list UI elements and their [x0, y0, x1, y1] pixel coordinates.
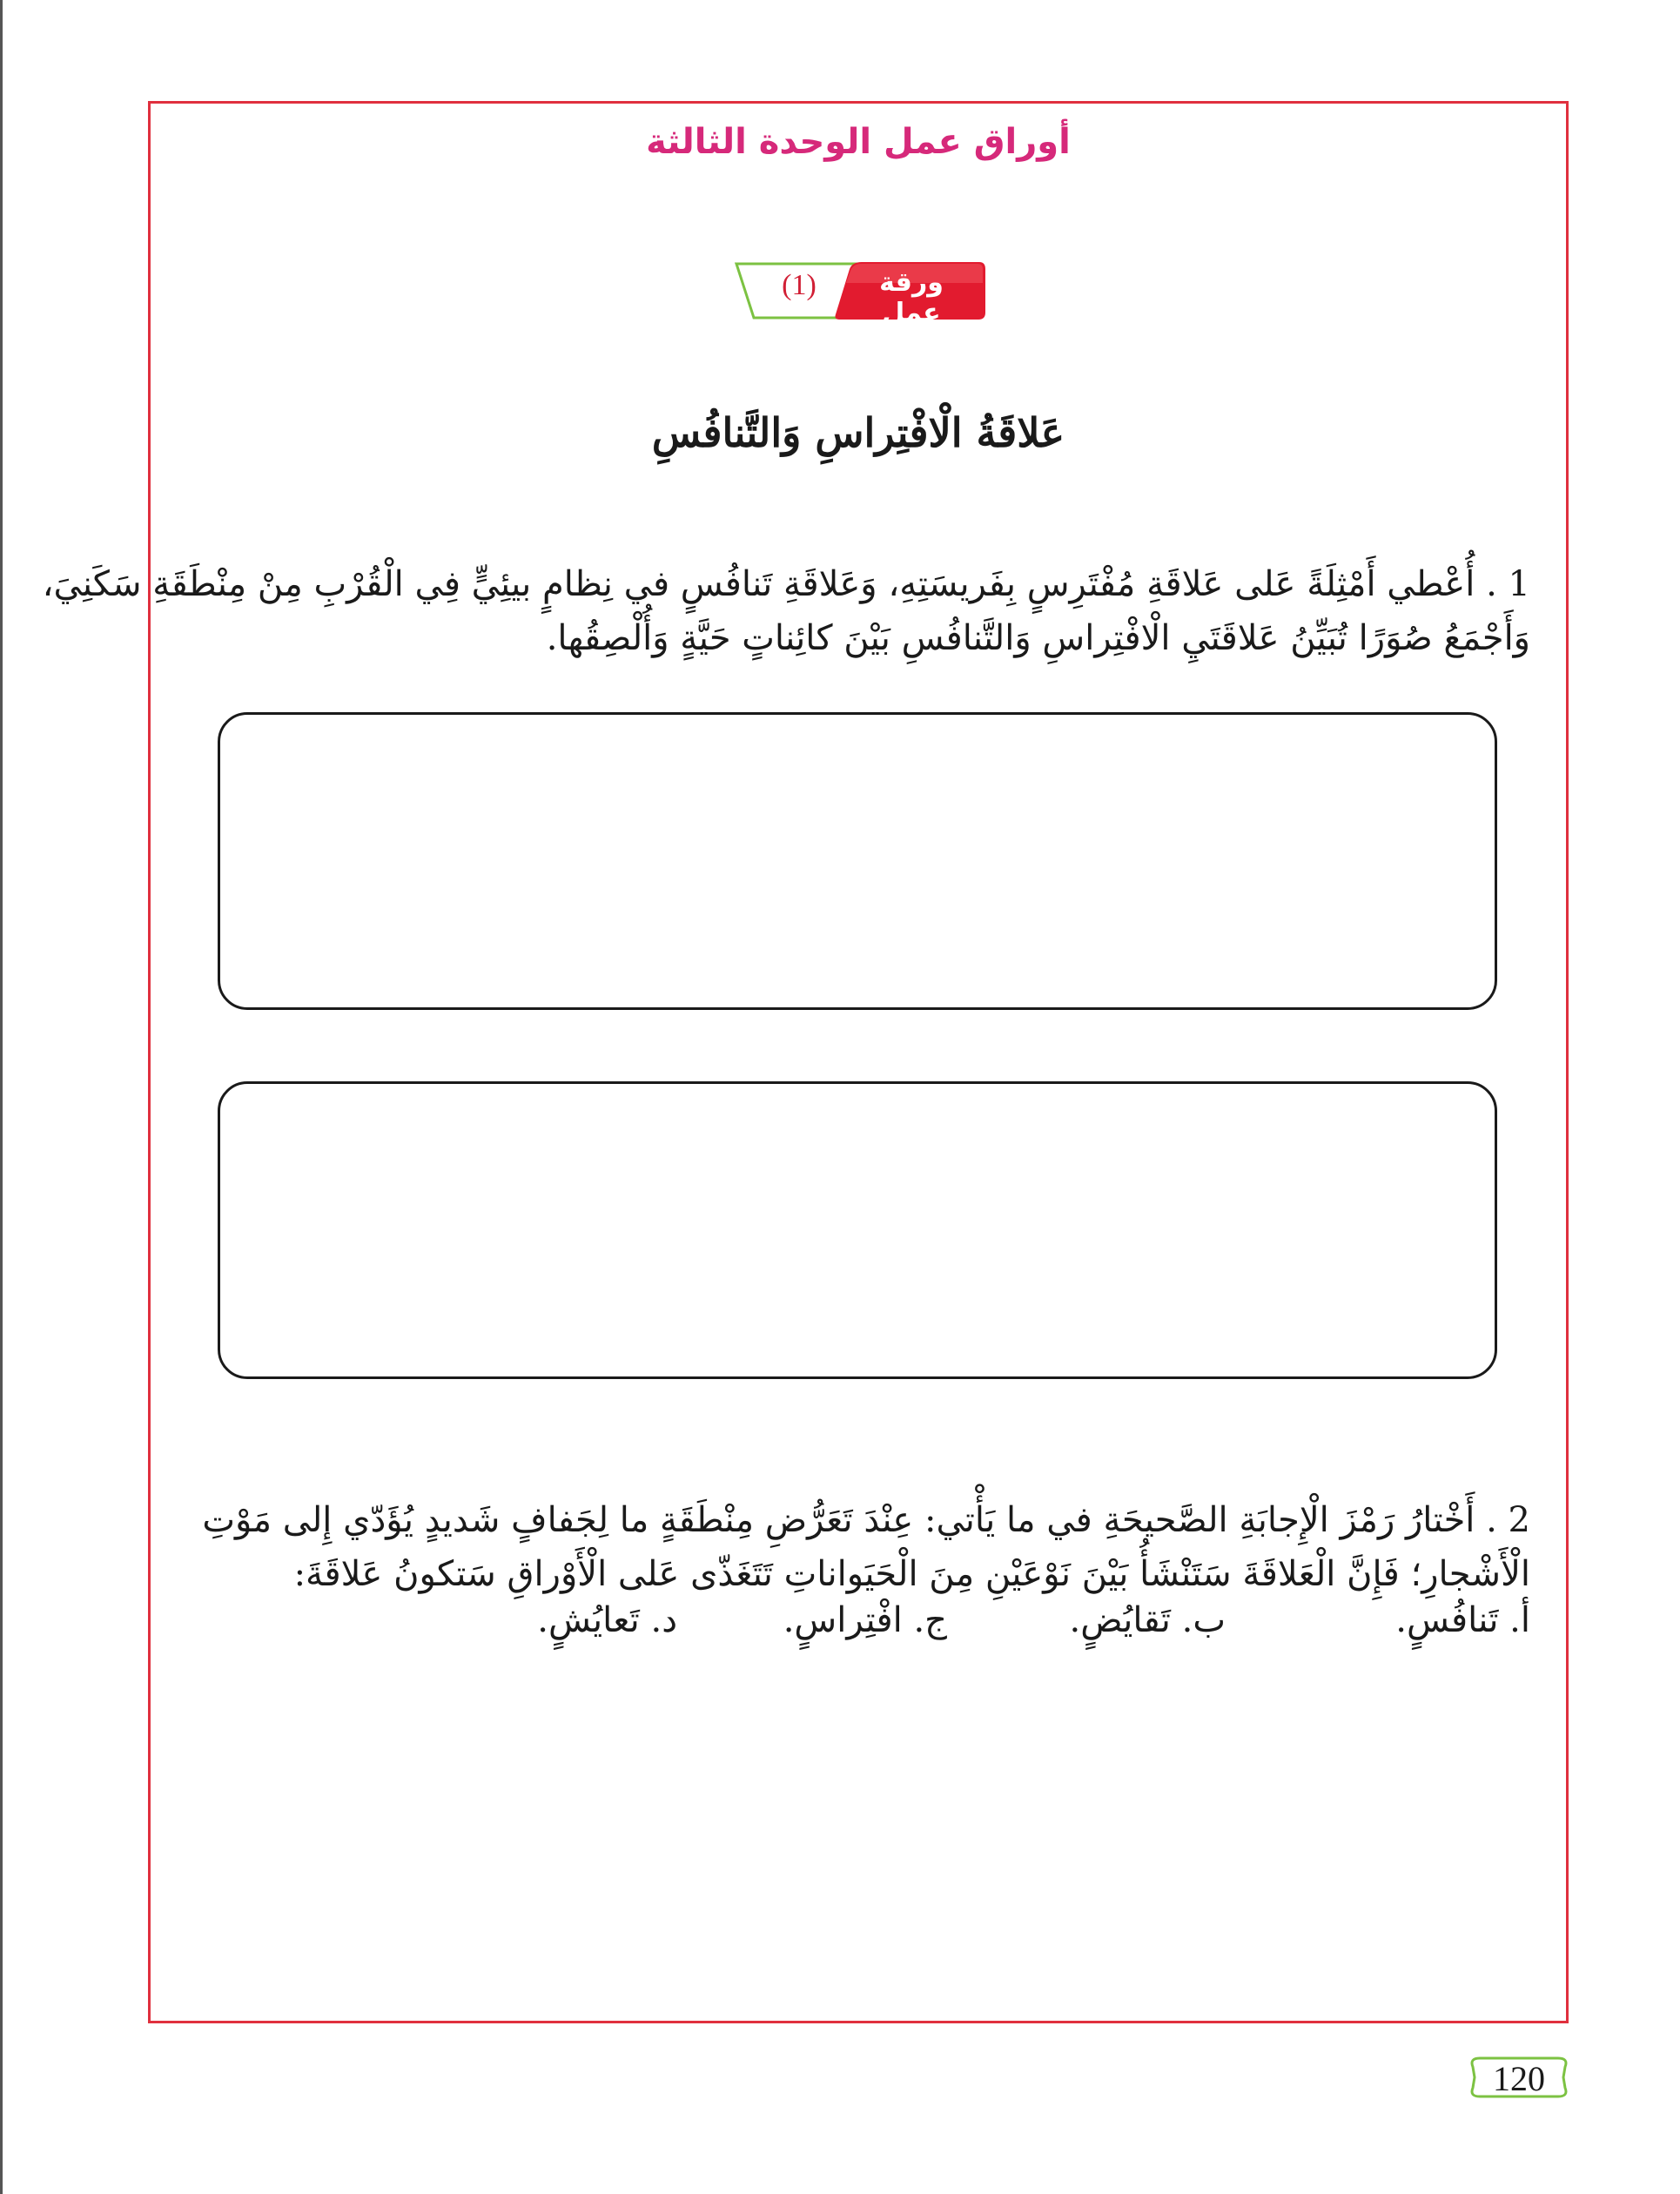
question-1 — [42, 557, 1530, 665]
option-d[interactable]: د. تَعايُشٍ. — [537, 1600, 677, 1640]
worksheet-badge — [731, 257, 988, 328]
question-2 — [183, 1493, 1530, 1601]
page-frame — [42, 101, 1569, 2023]
answer-box-2[interactable] — [218, 1081, 1497, 1379]
question-1-line-1: 1 . أُعْطي أَمْثِلَةً عَلى عَلاقَةِ مُفْتَرِسٍ بِفَريسَتِهِ، وَعَلاقَةِ تَنافُسٍ في نِظامٍ بيئِيٍّ فِي الْقُرْبِ مِنْ مِنْطَقَةِ سَكَنِيَ، — [42, 564, 1530, 604]
page-edge-rule — [0, 0, 3, 2194]
worksheet-badge-number: (1) — [782, 269, 816, 301]
question-2-options — [366, 1600, 1530, 1654]
question-2-line-1: 2 . أَخْتارُ رَمْزَ الْإِجابَةِ الصَّحيحَةِ في ما يَأْتي: عِنْدَ تَعَرُّضِ مِنْطَقَةٍ ما لِجَفافٍ شَديدٍ يُؤَدّي إِلى مَوْتِ — [202, 1500, 1530, 1540]
option-c[interactable]: ج. افْتِراسٍ. — [783, 1600, 947, 1640]
worksheet-badge-label: ورقة عمل — [879, 267, 944, 328]
answer-box-1[interactable] — [218, 712, 1497, 1010]
option-a[interactable]: أ. تَنافُسٍ. — [1395, 1600, 1530, 1640]
question-1-line-2: وَأَجْمَعُ صُوَرًا تُبَيِّنُ عَلاقَتَيِ الْافْتِراسِ وَالتَّنافُسِ بَيْنَ كائِناتٍ حَيَّةٍ وَأُلْصِقُها. — [546, 618, 1530, 658]
page-number-text: 120 — [1493, 2059, 1545, 2098]
question-2-line-2: الْأَشْجارِ؛ فَإِنَّ الْعَلاقَةَ سَتَنْشَأُ بَيْنَ نَوْعَيْنِ مِنَ الْحَيَواناتِ تَتَغَذّى عَلى الْأَوْراقِ سَتكونُ عَلاقَةَ: — [293, 1554, 1530, 1594]
option-b[interactable]: ب. تَقايُضٍ. — [1069, 1600, 1226, 1640]
page-number — [1466, 2055, 1572, 2100]
lesson-title: عَلاقَةُ الْافْتِراسِ وَالتَّنافُسِ — [651, 409, 1065, 456]
unit-title: أوراق عمل الوحدة الثالثة — [646, 122, 1071, 162]
